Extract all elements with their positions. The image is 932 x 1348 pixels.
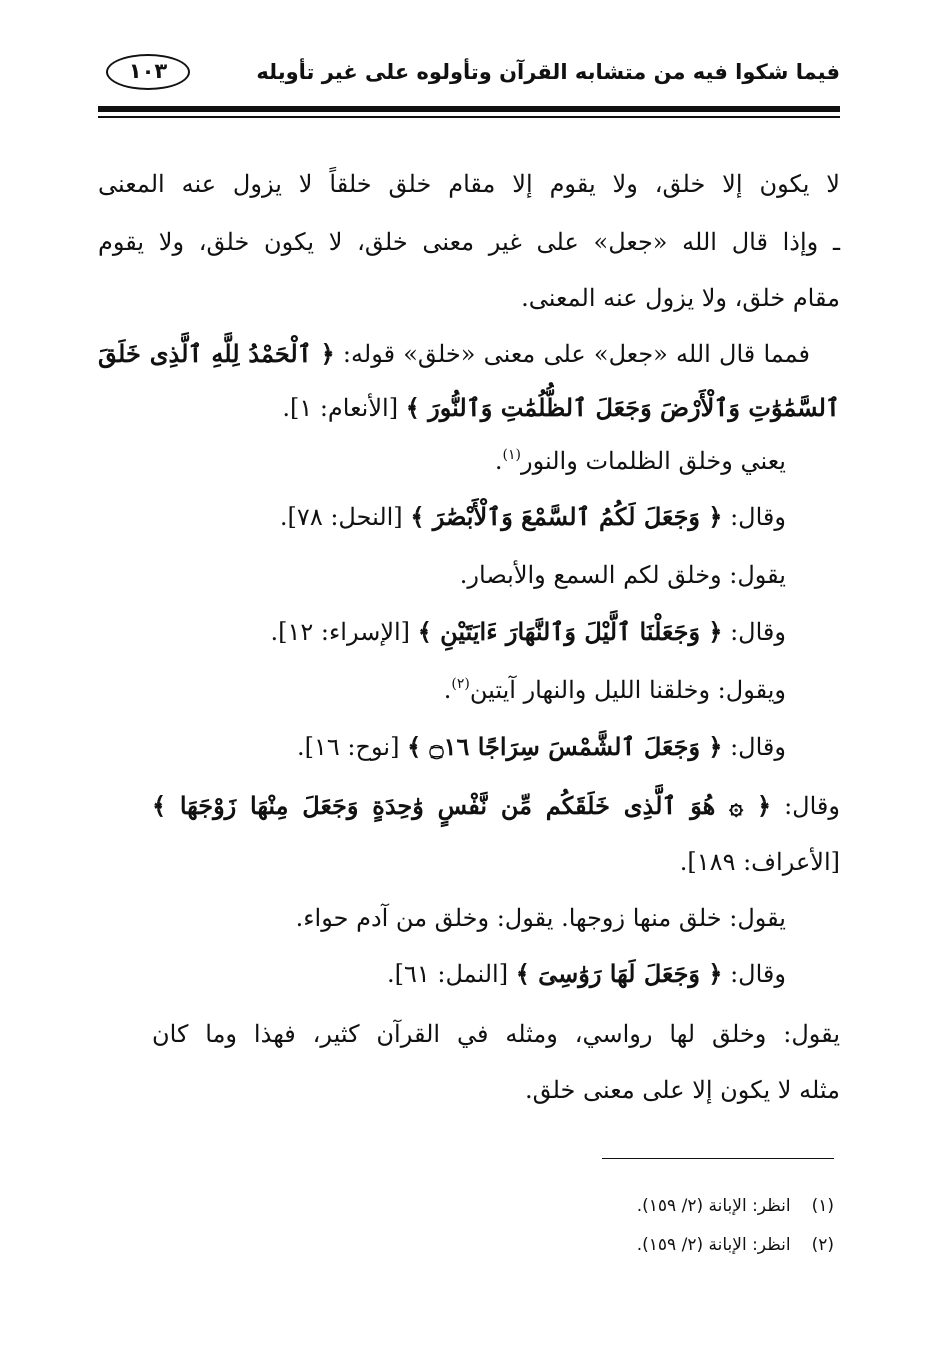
body-line-5 (282, 393, 840, 422)
quran-verse: ﴿ وَجَعَلْنَا ٱلَّيْلَ وَٱلنَّهَارَ ءَايَتَيْنِ ﴾ (417, 617, 723, 646)
line-6-end: . (494, 447, 503, 475)
body-line-16: يقول: وخلق لها رواسي، ومثله في القرآن كثير، فهذا وما كان (152, 1020, 840, 1048)
footnote-separator (602, 1158, 834, 1159)
line-15-text: وقال: (730, 960, 786, 988)
body-line-15 (386, 959, 786, 988)
footnote-marker: (٢) (451, 676, 470, 692)
body-line-6 (495, 448, 786, 473)
body-line-2: ـ وإذا قال الله «جعل» على غير معنى خلق، لا يكون خلق، ولا يقوم (98, 228, 840, 256)
body-line-17: مثله لا يكون إلا على معنى خلق. (524, 1076, 840, 1104)
line-12-text: وقال: (784, 792, 840, 820)
quran-verse: ﴿ وَجَعَلَ لَكُمُ ٱلسَّمْعَ وَٱلْأَبْصَٰرَ ﴾ (410, 502, 723, 531)
body-line-10 (444, 677, 786, 702)
line-6-text: يعني وخلق الظلمات والنور (521, 447, 786, 475)
body-line-7 (279, 502, 786, 531)
running-header-title: فيما شكوا فيه من متشابه القرآن وتأولوه على غير تأويله (256, 60, 840, 84)
body-line-13: [الأعراف: ١٨٩]. (679, 848, 840, 876)
line-7-text: وقال: (730, 503, 786, 531)
header-rule-thin (98, 116, 840, 118)
quran-verse: ﴿ وَجَعَلَ ٱلشَّمْسَ سِرَاجًا ۝١٦ ﴾ (407, 732, 723, 761)
body-line-1: لا يكون إلا خلق، ولا يقوم إلا مقام خلق خلقاً لا يزول عنه المعنى (98, 170, 840, 198)
header-rule-thick (98, 106, 840, 112)
footnote-marker: (١) (502, 447, 522, 463)
body-line-8: يقول: وخلق لكم السمع والأبصار. (459, 561, 786, 589)
footnote-2 (637, 1237, 834, 1254)
body-line-14: يقول: خلق منها زوجها. يقول: وخلق من آدم حواء. (295, 904, 786, 932)
quran-verse: ﴿ وَجَعَلَ لَهَا رَوَٰسِىَ ﴾ (515, 959, 723, 988)
body-line-4 (98, 339, 840, 368)
body-line-3: مقام خلق، ولا يزول عنه المعنى. (521, 284, 840, 312)
line-9-text: وقال: (730, 618, 786, 646)
body-line-11 (297, 732, 786, 761)
verse-reference: [النمل: ٦١]. (386, 960, 509, 988)
quran-verse: ﴿ ٱلْحَمْدُ لِلَّهِ ٱلَّذِى خَلَقَ (98, 339, 335, 368)
verse-reference: [نوح: ١٦]. (297, 733, 400, 761)
footnote-text: انظر: الإبانة (٢/ ١٥٩). (636, 1196, 791, 1216)
quran-verse: ٱلسَّمَٰوَٰتِ وَٱلْأَرْضَ وَجَعَلَ ٱلظُّلُمَٰتِ وَٱلنُّورَ ﴾ (405, 393, 840, 422)
body-line-9 (270, 617, 786, 646)
footnote-number: (١) (811, 1196, 834, 1216)
footnote-text: انظر: الإبانة (٢/ ١٥٩). (636, 1235, 791, 1255)
verse-reference: [الأنعام: ١]. (282, 394, 399, 422)
line-10-end: . (443, 676, 452, 704)
footnote-number: (٢) (811, 1235, 834, 1255)
verse-reference: [الإسراء: ١٢]. (270, 618, 411, 646)
verse-reference: [النحل: ٧٨]. (279, 503, 403, 531)
line-10-text: ويقول: وخلقنا الليل والنهار آيتين (469, 676, 786, 704)
page-number: ١٠٣ (106, 54, 190, 90)
quran-verse: ﴿ ۞ هُوَ ٱلَّذِى خَلَقَكُم مِّن نَّفْسٍ وَٰحِدَةٍ وَجَعَلَ مِنْهَا زَوْجَهَا ﴾ (152, 791, 772, 820)
line-4-text: فمما قال الله «جعل» على معنى «خلق» قوله: (342, 340, 810, 368)
line-11-text: وقال: (730, 733, 786, 761)
running-header (98, 54, 840, 98)
body-line-12 (152, 791, 840, 820)
footnote-1 (637, 1198, 834, 1215)
